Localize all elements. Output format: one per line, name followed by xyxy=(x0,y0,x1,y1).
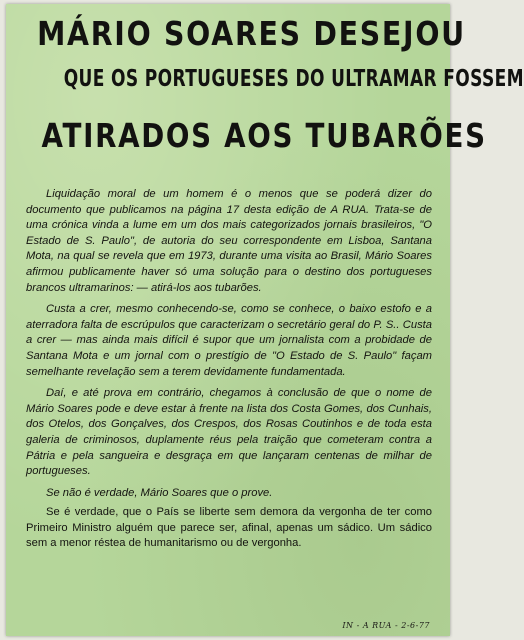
headline-line-1: MÁRIO SOARES DESEJOU xyxy=(37,14,466,53)
newspaper-page xyxy=(6,4,524,636)
paragraph-5: Se é verdade, que o País se liberte sem demora da vergonha de ter como Primeiro Ministro alguém que parece ser, afinal, apenas um sádico. Um sádico sem a menor réstea de humanitarismo ou de vergonha. xyxy=(26,506,432,550)
paragraph-2: Custa a crer, mesmo conhecendo-se, como se conhece, o baixo estofo e a aterradora falta de escrúpulos que caracterizam o secretário geral do P. S.. Custa a crer — mas ainda mais difícil é supor que um jornalista com a probidade de Santana Mota e um jornal com o prestígio de "O Estado de S. Paulo" façam semelhante revelação sem a terem devidamente fundamentada. xyxy=(26,303,432,378)
headline-line-2: QUE OS PORTUGUESES DO ULTRAMAR FOSSEM xyxy=(63,66,524,92)
source-signature: IN - A RUA - 2-6-77 xyxy=(342,621,430,630)
article-body xyxy=(26,187,432,552)
paragraph-1: Liquidação moral de um homem é o menos que se poderá dizer do documento que publicamos na página 17 desta edição de A RUA. Trata-se de uma crónica vinda a lume em um dos mais categorizados jornais brasileiros, "O Estado de S. Paulo", de autoria do seu correspondente em Lisboa, Santana Mota, na qual se revela que em 1973, durante uma visita ao Brasil, Mário Soares afirmou publicamente haver só uma solução para o destino dos portugueses brancos ultramarinos: — atirá-los aos tubarões. xyxy=(26,188,432,294)
paragraph-3: Daí, e até prova em contrário, chegamos à conclusão de que o nome de Mário Soares pode e deve estar à frente na lista dos Costa Gomes, dos Cunhais, dos Otelos, dos Gonçalves, dos Crespos, dos Rosas Coutinhos e de toda esta galeria de criminosos, duplamente réus pela traição que cometeram contra a Pátria e pela sangueira e desgraça em que lançaram centenas de milhar de portugueses. xyxy=(26,387,432,478)
paragraph-4: Se não é verdade, Mário Soares que o prove. xyxy=(46,486,273,499)
headline-line-3: ATIRADOS AOS TUBARÕES xyxy=(41,116,487,155)
